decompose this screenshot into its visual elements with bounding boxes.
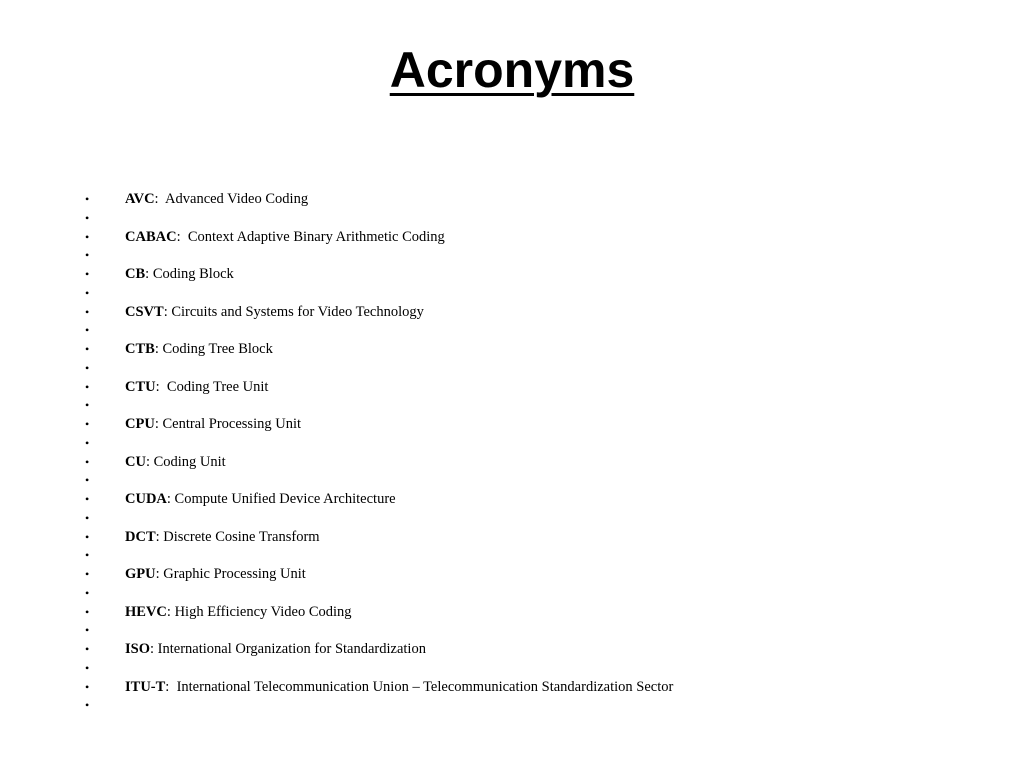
- empty-list-item: [85, 659, 985, 678]
- acronym-term: CB: [125, 266, 146, 282]
- empty-list-item: [85, 396, 985, 415]
- bullet-icon: •: [85, 642, 90, 656]
- page-title: Acronyms: [389, 42, 635, 98]
- acronym-separator: :: [165, 678, 177, 695]
- acronym-separator: :: [154, 191, 166, 207]
- acronym-term: HEVC: [125, 603, 167, 620]
- bullet-icon: •: [85, 698, 90, 713]
- bullet-icon: •: [85, 267, 90, 281]
- bullet-icon: •: [85, 210, 90, 225]
- bullet-icon: •: [85, 473, 90, 488]
- acronym-separator: :: [176, 228, 188, 245]
- acronym-term: CU: [125, 453, 146, 470]
- acronym-term: ISO: [125, 641, 150, 657]
- empty-list-item: [85, 584, 985, 603]
- acronym-item: [85, 378, 985, 397]
- acronym-separator: :: [154, 416, 163, 432]
- acronym-separator: :: [154, 341, 163, 357]
- acronym-definition: Circuits and Systems for Video Technology: [171, 303, 424, 320]
- acronym-item: [85, 265, 985, 284]
- bullet-icon: •: [85, 342, 90, 356]
- empty-list-item: [85, 209, 985, 228]
- bullet-icon: •: [85, 435, 90, 450]
- acronym-item: [85, 603, 985, 622]
- acronym-term: CTU: [125, 378, 156, 395]
- acronym-separator: :: [155, 378, 167, 395]
- acronym-term: DCT: [125, 528, 156, 545]
- acronym-item: [85, 228, 985, 247]
- bullet-icon: •: [85, 360, 90, 375]
- acronym-definition: Graphic Processing Unit: [163, 566, 306, 582]
- bullet-icon: •: [85, 529, 90, 544]
- acronym-definition: Coding Tree Block: [162, 341, 273, 357]
- bullet-icon: •: [85, 285, 90, 300]
- acronym-definition: Advanced Video Coding: [165, 191, 309, 207]
- acronym-definition: Coding Unit: [153, 453, 226, 470]
- bullet-icon: •: [85, 510, 90, 525]
- acronym-separator: :: [150, 641, 158, 657]
- acronym-definition: Coding Tree Unit: [166, 378, 269, 395]
- bullet-icon: •: [85, 604, 90, 619]
- bullet-icon: •: [85, 192, 90, 206]
- acronym-definition: International Organization for Standardization: [157, 641, 426, 657]
- acronym-item: [85, 303, 985, 322]
- bullet-icon: •: [85, 548, 90, 563]
- acronym-term: CABAC: [125, 228, 177, 245]
- bullet-icon: •: [85, 379, 90, 394]
- bullet-icon: •: [85, 229, 90, 244]
- bullet-icon: •: [85, 660, 90, 675]
- acronym-list: [85, 190, 985, 715]
- empty-list-item: [85, 471, 985, 490]
- acronym-term: CTB: [125, 341, 155, 357]
- acronym-item: [85, 640, 985, 659]
- empty-list-item: [85, 321, 985, 340]
- empty-list-item: [85, 621, 985, 640]
- acronym-definition: Compute Unified Device Architecture: [174, 491, 396, 507]
- acronym-separator: :: [145, 266, 153, 282]
- acronym-definition: Discrete Cosine Transform: [163, 528, 320, 545]
- acronym-item: [85, 528, 985, 547]
- acronym-term: AVC: [125, 191, 155, 207]
- bullet-icon: •: [85, 398, 90, 413]
- empty-list-item: [85, 696, 985, 715]
- acronym-separator: :: [166, 491, 175, 507]
- bullet-icon: •: [85, 417, 90, 431]
- acronym-term: CSVT: [125, 303, 164, 320]
- empty-list-item: [85, 509, 985, 528]
- bullet-icon: •: [85, 567, 90, 581]
- acronym-term: CUDA: [125, 491, 167, 507]
- acronym-separator: :: [145, 453, 154, 470]
- empty-list-item: [85, 359, 985, 378]
- acronym-item: [85, 415, 985, 434]
- acronym-item: [85, 678, 985, 697]
- acronym-item: [85, 453, 985, 472]
- acronym-separator: :: [155, 566, 164, 582]
- acronym-definition: Coding Block: [152, 266, 234, 282]
- acronym-separator: :: [163, 303, 172, 320]
- bullet-icon: •: [85, 585, 90, 600]
- bullet-icon: •: [85, 679, 90, 694]
- acronym-item: [85, 190, 985, 209]
- empty-list-item: [85, 546, 985, 565]
- bullet-icon: •: [85, 304, 90, 319]
- acronym-item: [85, 490, 985, 509]
- bullet-icon: •: [85, 454, 90, 469]
- acronym-separator: :: [155, 528, 164, 545]
- acronym-definition: Context Adaptive Binary Arithmetic Coding: [187, 228, 445, 245]
- acronym-definition: Central Processing Unit: [162, 416, 302, 432]
- empty-list-item: [85, 284, 985, 303]
- acronym-term: ITU-T: [125, 678, 166, 695]
- acronym-item: [85, 340, 985, 359]
- empty-list-item: [85, 246, 985, 265]
- bullet-icon: •: [85, 248, 90, 263]
- empty-list-item: [85, 434, 985, 453]
- bullet-icon: •: [85, 623, 90, 638]
- acronym-term: CPU: [125, 416, 155, 432]
- bullet-icon: •: [85, 492, 90, 506]
- acronym-separator: :: [166, 603, 175, 620]
- acronym-definition: International Telecommunication Union – Telecommunication Standardization Sector: [176, 678, 674, 695]
- acronym-item: [85, 565, 985, 584]
- acronym-definition: High Efficiency Video Coding: [174, 603, 352, 620]
- bullet-icon: •: [85, 323, 90, 338]
- acronym-term: GPU: [125, 566, 156, 582]
